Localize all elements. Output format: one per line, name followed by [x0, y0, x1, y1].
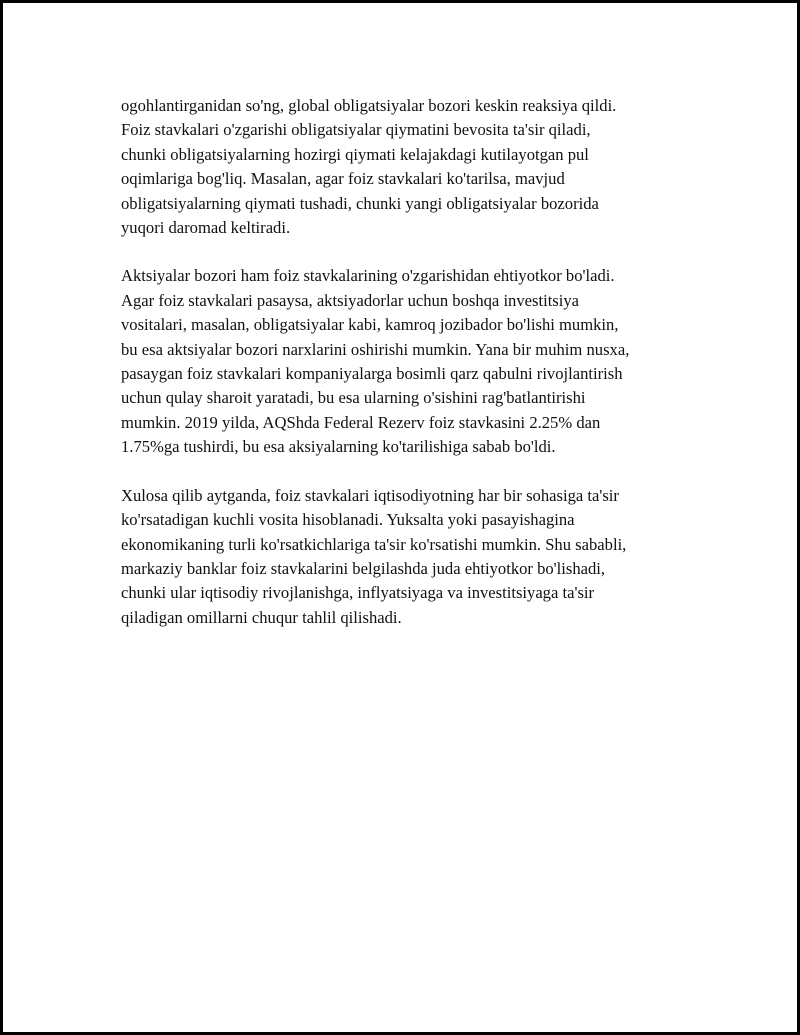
text-line: qiladigan omillarni chuqur tahlil qilishadi. — [121, 607, 402, 627]
text-line: chunki ular iqtisodiy rivojlanishga, inflyatsiyaga va investitsiyaga ta'sir — [121, 583, 595, 603]
text-line: ko'rsatadigan kuchli vosita hisoblanadi. Yuksalta yoki pasayishagina — [121, 510, 575, 530]
paragraph-bond-market — [121, 94, 693, 240]
text-line: vositalari, masalan, obligatsiyalar kabi, kamroq jozibador bo'lishi mumkin, — [121, 315, 619, 335]
text-line: Xulosa qilib aytganda, foiz stavkalari iqtisodiyotning har bir sohasiga ta'sir — [121, 485, 619, 505]
text-line: markaziy banklar foiz stavkalarini belgilashda juda ehtiyotkor bo'lishadi, — [121, 558, 606, 578]
text-line: Aktsiyalar bozori ham foiz stavkalarining o'zgarishidan ehtiyotkor bo'ladi. — [121, 266, 615, 286]
text-line: ogohlantirganidan so'ng, global obligatsiyalar bozori keskin reaksiya qildi. — [121, 96, 617, 115]
text-line: yuqori daromad keltiradi. — [121, 218, 291, 238]
text-line: uchun qulay sharoit yaratadi, bu esa ularning o'sishini rag'batlantirishi — [121, 388, 586, 408]
text-line: chunki obligatsiyalarning hozirgi qiymati kelajakdagi kutilayotgan pul — [121, 144, 589, 164]
text-line: mumkin. 2019 yilda, AQShda Federal Rezerv foiz stavkasini 2.25% dan — [121, 412, 601, 432]
text-line: ekonomikaning turli ko'rsatkichlariga ta'sir ko'rsatishi mumkin. Shu sababli, — [121, 534, 627, 554]
text-line: Agar foiz stavkalari pasaysa, aktsiyadorlar uchun boshqa investitsiya — [121, 290, 580, 310]
text-line: bu esa aktsiyalar bozori narxlarini oshirishi mumkin. Yana bir muhim nusxa, — [121, 339, 630, 359]
paragraph-conclusion — [121, 484, 693, 630]
text-line: Foiz stavkalari o'zgarishi obligatsiyalar qiymatini bevosita ta'sir qiladi, — [121, 120, 591, 140]
text-line: obligatsiyalarning qiymati tushadi, chunki yangi obligatsiyalar bozorida — [121, 193, 599, 213]
paragraph-stock-market — [121, 264, 693, 459]
text-line: 1.75%ga tushirdi, bu esa aksiyalarning ko'tarilishiga sabab bo'ldi. — [121, 437, 556, 457]
text-line: pasaygan foiz stavkalari kompaniyalarga bosimli qarz qabulni rivojlantirish — [121, 364, 623, 384]
text-line: oqimlariga bog'liq. Masalan, agar foiz stavkalari ko'tarilsa, mavjud — [121, 169, 565, 189]
document-body — [121, 94, 693, 654]
